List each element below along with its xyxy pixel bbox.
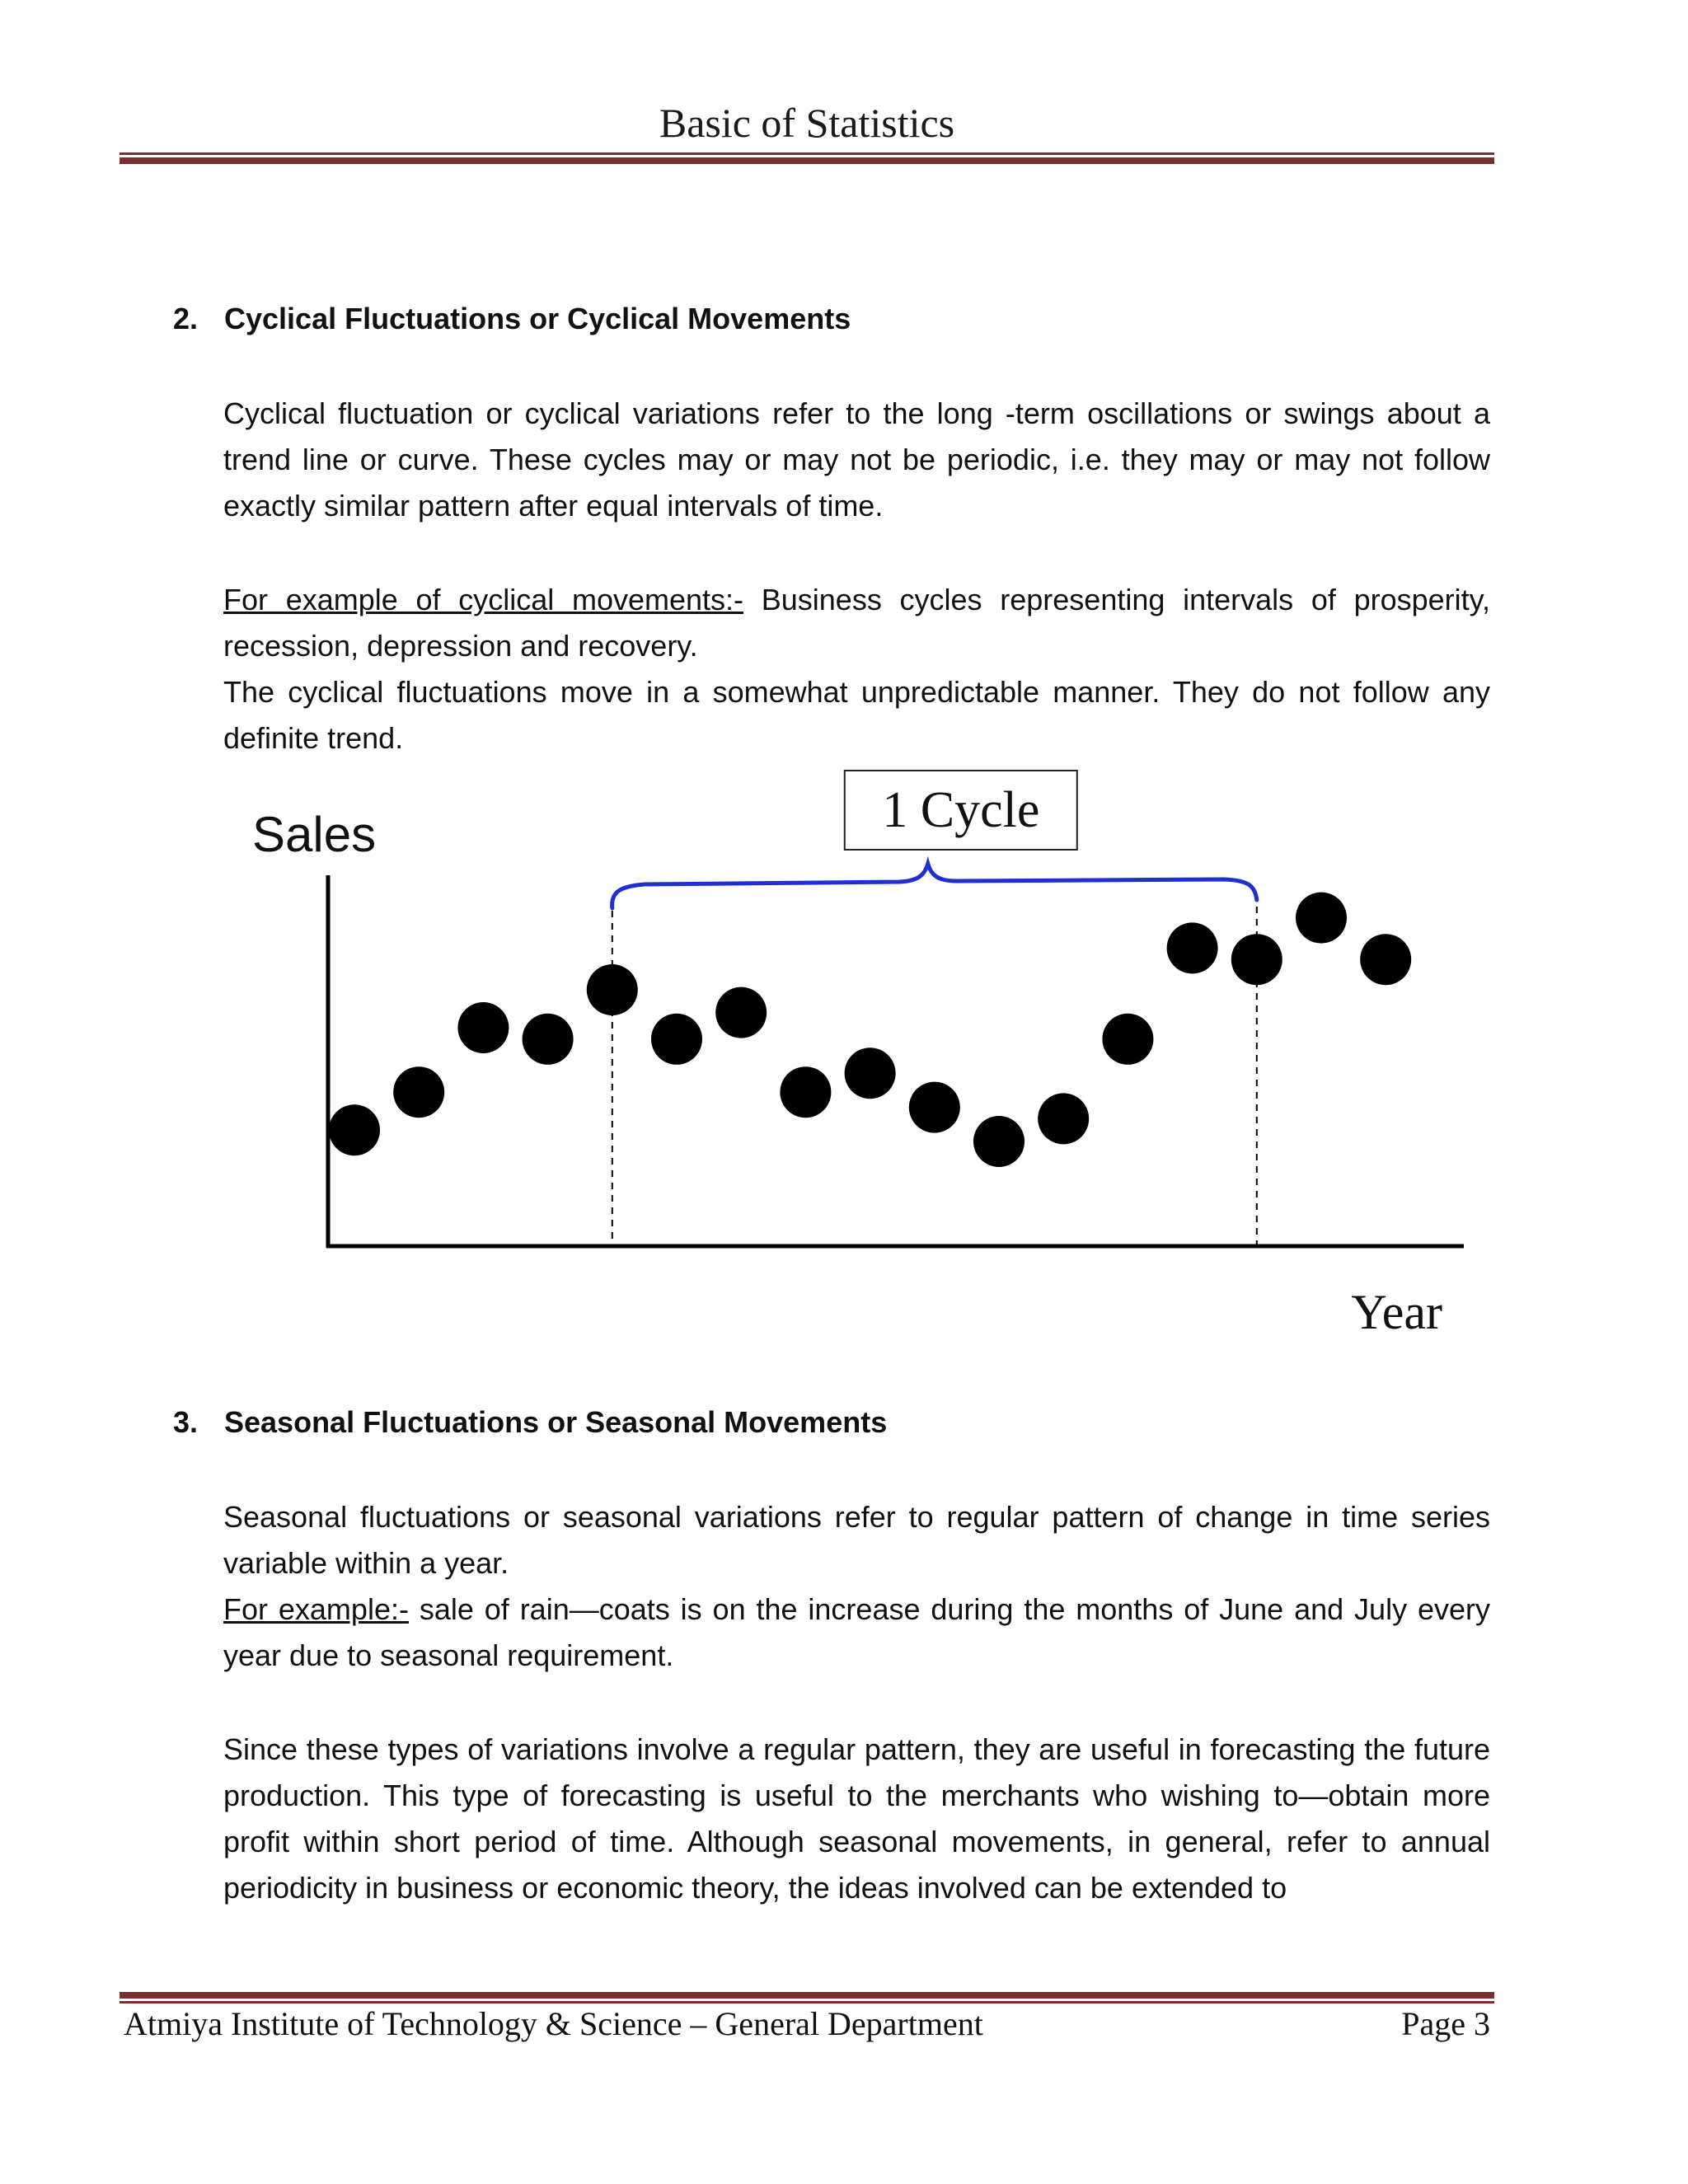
- data-point: [651, 1014, 702, 1065]
- data-point: [457, 1002, 509, 1053]
- data-point: [523, 1014, 574, 1065]
- data-point: [1360, 934, 1411, 985]
- footer-institution: Atmiya Institute of Technology & Science – General Department: [124, 2005, 983, 2042]
- data-point: [1231, 934, 1282, 985]
- section-2-title: Cyclical Fluctuations or Cyclical Movements: [224, 302, 851, 335]
- section-2-para3-text: The cyclical fluctuations move in a somewhat unpredictable manner. They do not follow any definite trend.: [223, 675, 1490, 755]
- data-point: [1038, 1093, 1089, 1144]
- y-axis-label: Sales: [252, 807, 377, 862]
- section-2-example-text: Business cycles representing intervals of prosperity, recession, depression and recovery.: [223, 583, 1490, 663]
- cycle-label: 1 Cycle: [882, 782, 1040, 838]
- section-3-title: Seasonal Fluctuations or Seasonal Movements: [224, 1405, 888, 1439]
- data-point: [1167, 922, 1218, 973]
- footer-page-number: Page 3: [1401, 2005, 1490, 2042]
- data-point: [1102, 1014, 1153, 1065]
- x-axis-label: Year: [1351, 1285, 1442, 1339]
- footer-rule-thin: [120, 2001, 1494, 2004]
- data-point: [329, 1104, 380, 1155]
- page-header-title: Basic of Statistics: [659, 100, 955, 146]
- section-3-number: 3.: [173, 1405, 199, 1439]
- section-2-example-label: For example of cyclical movements:-: [223, 583, 744, 616]
- section-3-example-text: sale of rain—coats is on the increase during the months of June and July every year due to seasonal requirement.: [223, 1592, 1490, 1672]
- section-2-para1-text: Cyclical fluctuation or cyclical variations refer to the long -term oscillations or swings about a trend line or curve. These cycles may or may not be periodic, i.e. they may or may not follow exactly similar pattern after equal intervals of time.: [223, 396, 1490, 523]
- section-3-example-label: For example:-: [223, 1592, 409, 1626]
- data-point: [845, 1047, 896, 1099]
- footer-rule-thick: [120, 1992, 1494, 1999]
- section-2-number: 2.: [173, 302, 199, 335]
- data-point: [587, 964, 638, 1015]
- data-point: [780, 1066, 831, 1118]
- section-3-para1-text: Seasonal fluctuations or seasonal variations refer to regular pattern of change in time series variable within a year.: [223, 1500, 1490, 1580]
- data-point: [973, 1116, 1025, 1167]
- section-3-paragraph-1: [223, 1494, 1490, 1679]
- section-3-para2-text: Since these types of variations involve a regular pattern, they are useful in forecasting the future production. This type of forecasting is useful to the merchants who wishing to—obtain more profit within short period of time. Although seasonal movements, in general, refer to annual periodicity in business or economic theory, the ideas involved can be extended to: [223, 1732, 1490, 1905]
- data-point: [393, 1066, 444, 1118]
- section-3-example-paragraph: [223, 1586, 1490, 1679]
- section-3-heading: [173, 1405, 887, 1440]
- cycle-brace: [612, 864, 1257, 908]
- section-3-paragraph-2: [223, 1727, 1490, 1911]
- data-point: [715, 987, 767, 1038]
- data-point: [909, 1082, 960, 1133]
- data-point: [1296, 893, 1347, 944]
